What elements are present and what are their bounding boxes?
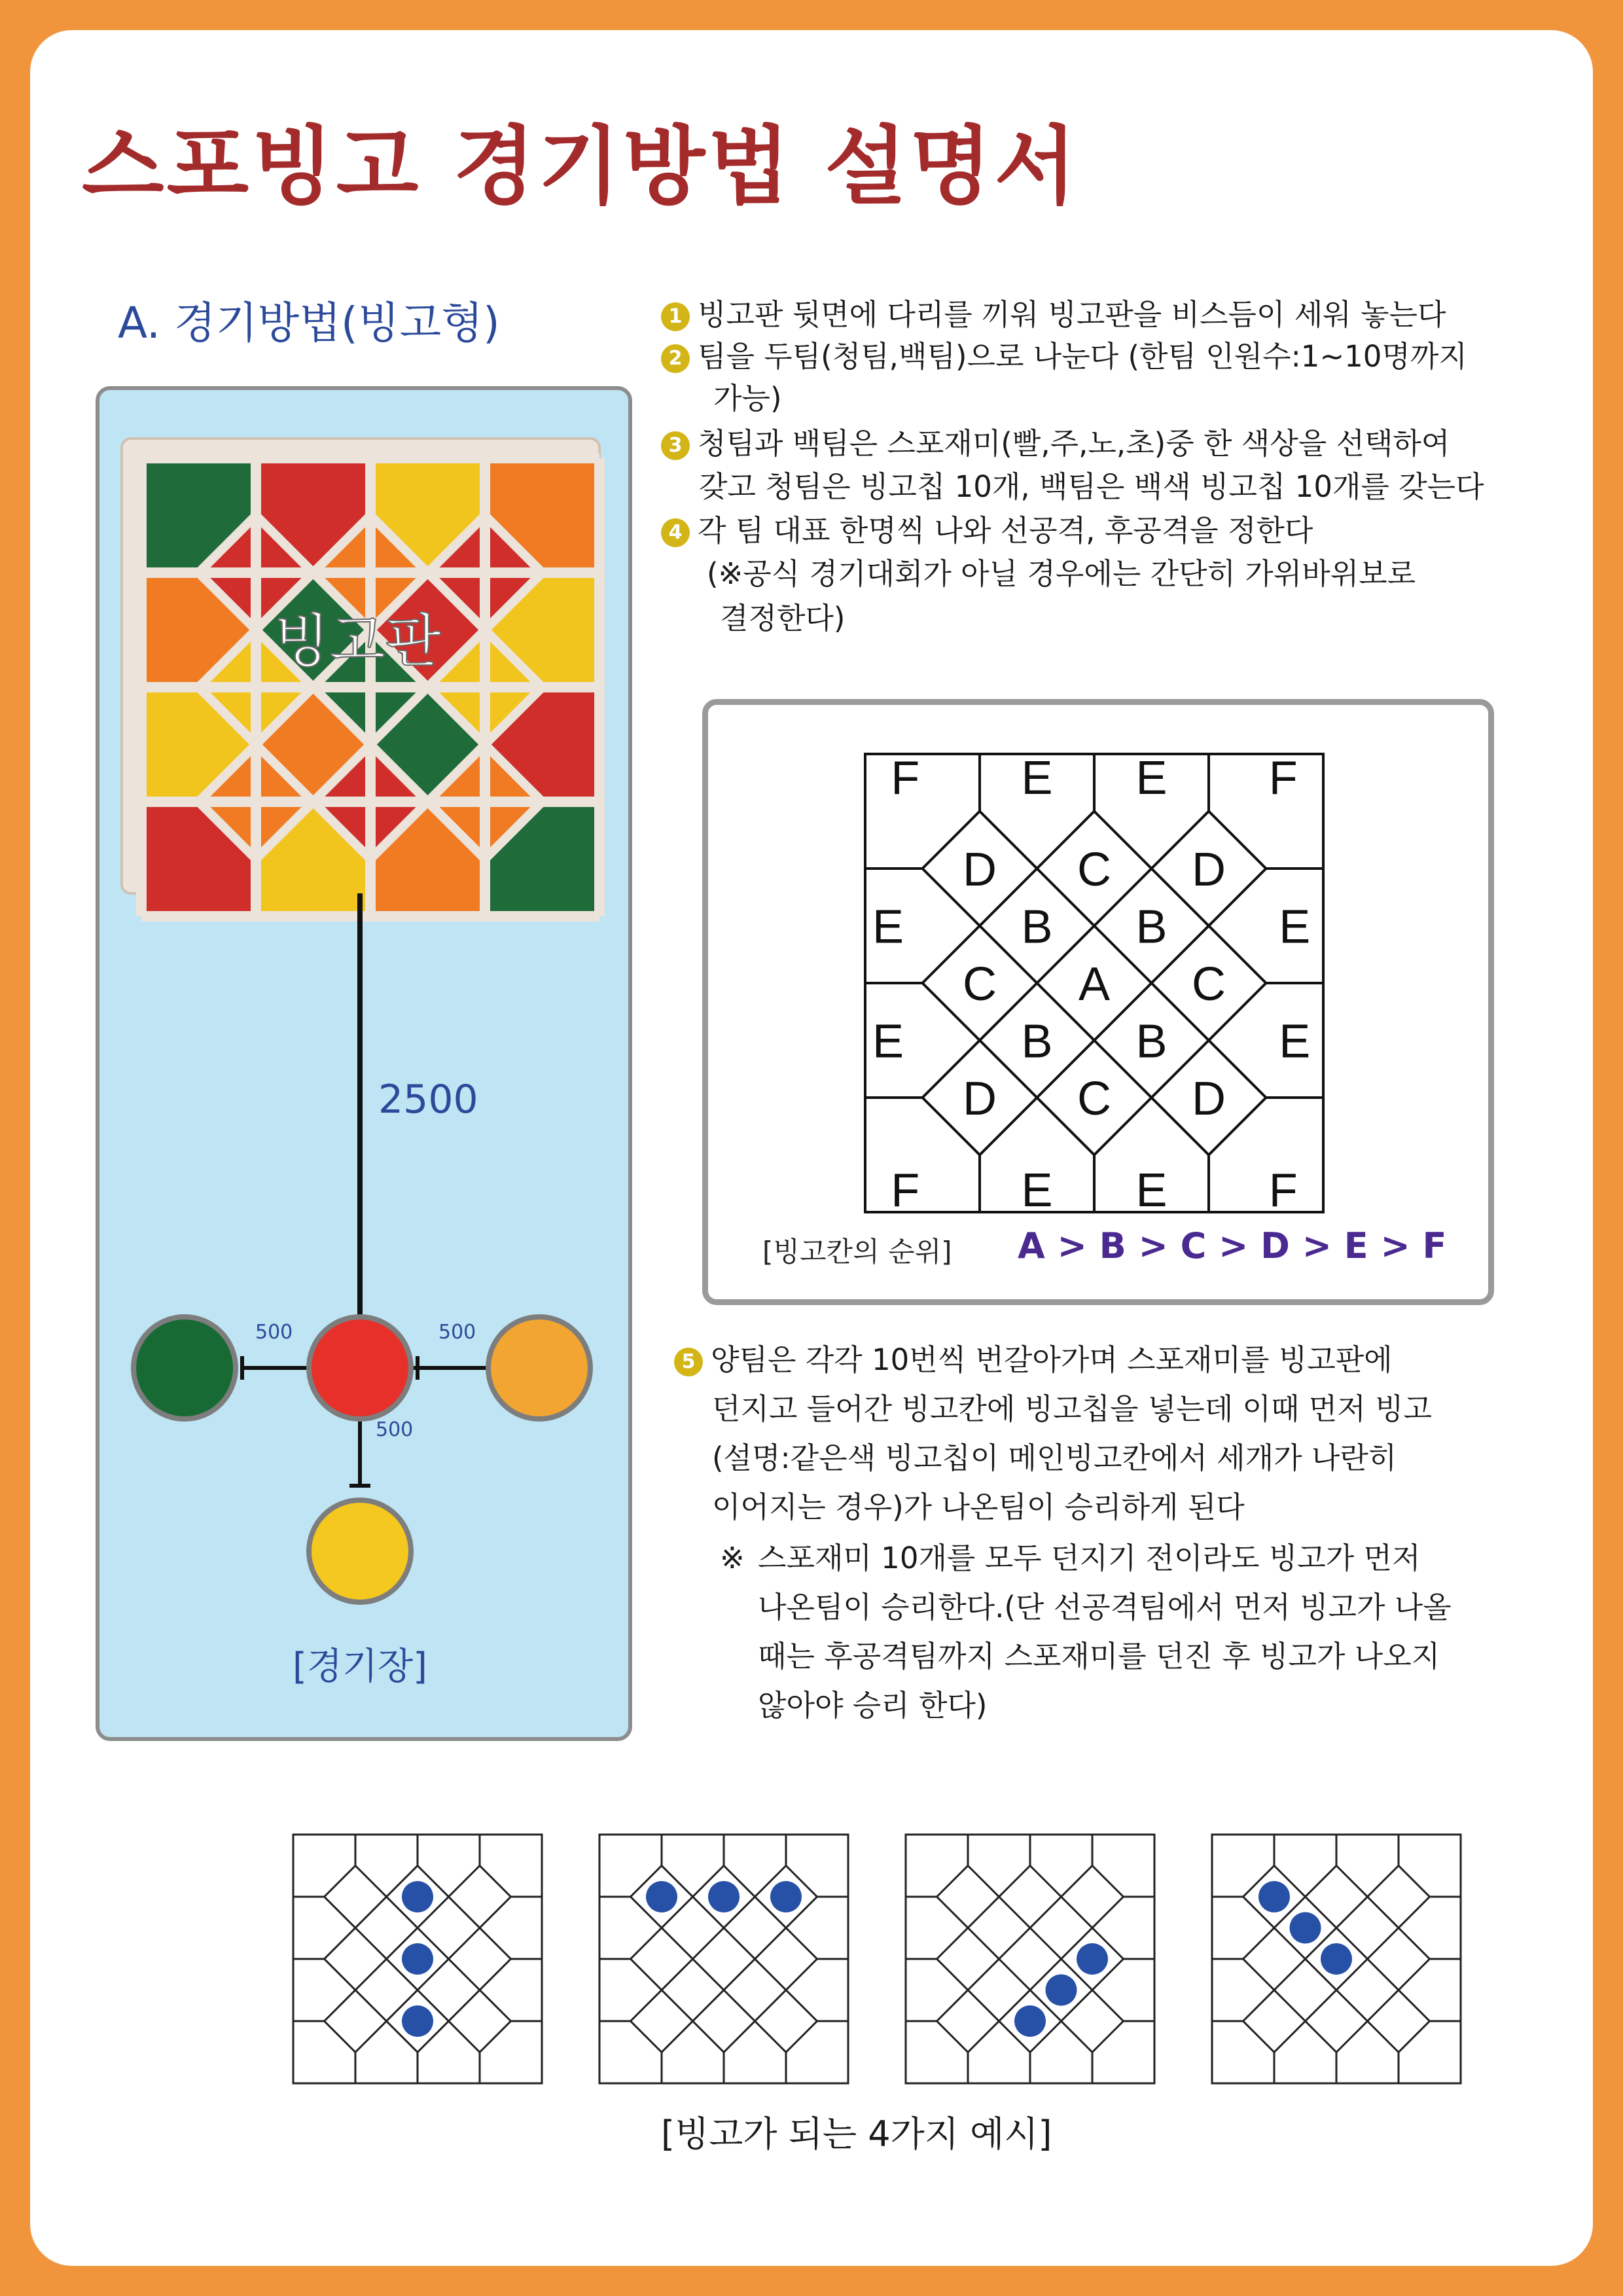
section-a-heading: A. 경기방법(빙고형)	[118, 298, 500, 348]
order-cell-label: D	[963, 844, 997, 896]
order-cell-label: E	[1135, 753, 1168, 804]
step-5-note-2: 나온팀이 승리한다.(단 선공격팀에서 먼저 빙고가 나올	[758, 1590, 1452, 1624]
order-cell-label: F	[891, 753, 920, 804]
field-caption: [경기장]	[293, 1645, 427, 1688]
order-grid	[864, 753, 1335, 1224]
order-cell-label: C	[1077, 1073, 1111, 1125]
step-5: 5 양팀은 각각 10번씩 번갈아가며 스포재미를 빙고판에	[674, 1338, 1393, 1382]
order-cell-label: E	[1279, 1015, 1311, 1068]
throw-spot-bottom	[309, 1500, 411, 1602]
order-cell-label: B	[1021, 1015, 1053, 1068]
bingo-chip	[1290, 1912, 1321, 1944]
bingo-chip	[402, 1881, 433, 1912]
step-badge: 2	[661, 344, 690, 373]
step-5-note-1: 스포재미 10개를 모두 던지기 전이라도 빙고가 먼저	[758, 1541, 1421, 1575]
throw-spot-left	[134, 1317, 236, 1419]
bingo-chip	[646, 1881, 677, 1912]
throw-spot-right	[488, 1317, 590, 1419]
bingo-chip	[1077, 1943, 1108, 1975]
step-badge: 5	[674, 1348, 703, 1376]
bingo-chip	[1046, 1975, 1077, 2006]
order-cell-label: E	[872, 1015, 904, 1068]
order-cell-label: E	[1135, 1164, 1168, 1217]
order-cell-label: D	[963, 1073, 997, 1125]
order-cell-label: C	[1192, 958, 1226, 1011]
order-cell-label: E	[1021, 1164, 1053, 1217]
order-cell-label: F	[891, 1164, 920, 1217]
order-cell-label: A	[1078, 958, 1111, 1011]
order-cell-label: E	[1021, 753, 1053, 804]
examples-caption: [빙고가 되는 4가지 예시]	[661, 2113, 1052, 2155]
step-1: 1 빙고판 뒷면에 다리를 끼워 빙고판을 비스듬이 세워 놓는다	[661, 293, 1446, 336]
order-cell-label: E	[1279, 901, 1311, 954]
order-cell-label: B	[1135, 1015, 1168, 1068]
step-2: 2 팀을 두팀(청팀,백팀)으로 나눈다 (한팀 인원수:1~10명까지	[661, 335, 1467, 378]
order-cell-label: B	[1135, 901, 1168, 954]
field-diagram	[96, 386, 632, 1741]
bingo-chip	[402, 1943, 433, 1975]
order-cell-label: B	[1021, 901, 1053, 954]
order-cell-label: C	[963, 958, 997, 1011]
step-5-note-3: 때는 후공격팀까지 스포재미를 던진 후 빙고가 나오지	[758, 1639, 1440, 1674]
order-cell-label: F	[1268, 753, 1298, 804]
step-5-line-2: 던지고 들어간 빙고칸에 빙고칩을 넣는데 이때 먼저 빙고	[712, 1391, 1432, 1426]
order-sequence: A > B > C > D > E > F	[1018, 1225, 1447, 1266]
step-4-note: (※공식 경기대회가 아닐 경우에는 간단히 가위바위보로	[707, 556, 1416, 591]
order-cell-label: F	[1268, 1164, 1298, 1217]
step-5-note-4: 않아야 승리 한다)	[758, 1688, 988, 1723]
bingo-chip	[770, 1881, 802, 1912]
bingo-board-image	[122, 439, 599, 916]
step-badge: 1	[661, 302, 690, 331]
order-cell-label: C	[1077, 844, 1111, 896]
step-badge: 4	[661, 518, 690, 547]
board-label: 빙고판	[274, 607, 441, 675]
distance-right: 500	[438, 1321, 476, 1344]
bingo-chip	[1258, 1881, 1290, 1912]
step-2-cont: 가능)	[713, 381, 782, 416]
step-badge: 3	[661, 431, 690, 460]
step-4: 4 각 팀 대표 한명씩 나와 선공격, 후공격을 정한다	[661, 509, 1313, 552]
step-4-note-cont: 결정한다)	[720, 601, 846, 636]
bingo-chip	[1321, 1943, 1352, 1975]
step-3: 3 청팀과 백팀은 스포재미(빨,주,노,초)중 한 색상을 선택하여	[661, 422, 1450, 465]
bingo-examples	[288, 1829, 1486, 2091]
bingo-chip	[402, 2005, 433, 2037]
step-5-line-4: 이어지는 경우)가 나온팀이 승리하게 된다	[712, 1490, 1245, 1524]
bingo-chip	[708, 1881, 740, 1912]
order-cell-label: D	[1192, 1073, 1226, 1125]
order-cell-label: E	[872, 901, 904, 954]
order-cell-label: D	[1192, 844, 1226, 896]
step-3-cont: 갖고 청팀은 빙고칩 10개, 백팀은 백색 빙고칩 10개를 갖는다	[699, 469, 1484, 504]
step-5-note-mark: ※	[720, 1541, 745, 1575]
distance-down: 500	[376, 1418, 414, 1441]
bingo-chip	[1014, 2005, 1046, 2037]
distance-left: 500	[255, 1321, 293, 1344]
throw-spot-center	[309, 1317, 411, 1419]
distance-2500: 2500	[378, 1077, 478, 1122]
page-title: 스포빙고 경기방법 설명서	[82, 117, 1079, 216]
order-caption: [빙고칸의 순위]	[762, 1236, 952, 1268]
step-5-line-3: (설명:같은색 빙고칩이 메인빙고칸에서 세개가 나란히	[712, 1441, 1397, 1475]
